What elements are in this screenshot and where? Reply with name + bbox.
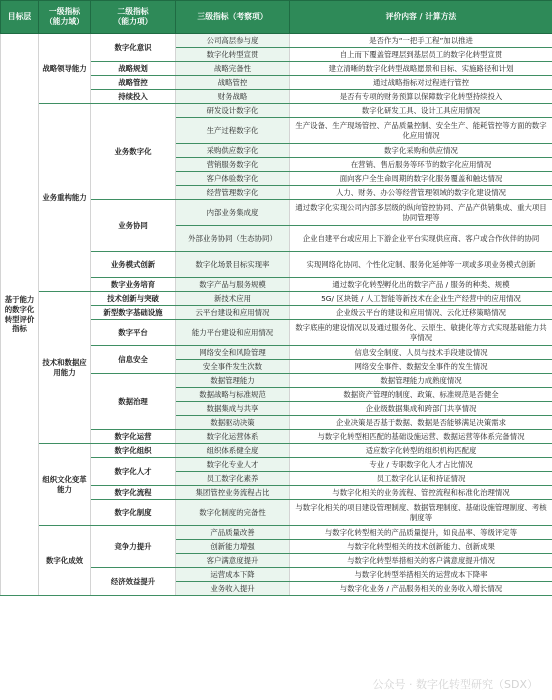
- content-cell: 与数字化转型相匹配的基础设施运营、数据运营等体系完备情况: [290, 430, 552, 444]
- content-cell: 在营销、售后服务等环节的数字化应用情况: [290, 158, 552, 172]
- level3-cell: 安全事件发生次数: [176, 360, 290, 374]
- target-cell: 基于能力的数字化转型评价指标: [1, 34, 39, 596]
- content-cell: 与数字化相关的业务流程、管控流程和标准化治理情况: [290, 486, 552, 500]
- header-level2: 二级指标 （能力项）: [91, 1, 176, 34]
- level2-cell: 数字化意识: [91, 34, 176, 62]
- content-cell: 企业级数据集成和跨部门共享情况: [290, 402, 552, 416]
- level2-cell: 数据治理: [91, 374, 176, 430]
- level1-cell: 组织文化变革能力: [39, 444, 91, 526]
- level3-cell: 数据驱动决策: [176, 416, 290, 430]
- level3-cell: 数据集成与共享: [176, 402, 290, 416]
- header-level3: 三级指标（考察项）: [176, 1, 290, 34]
- level3-cell: 业务收入提升: [176, 582, 290, 596]
- content-cell: 与数字化转型举措相关的运营成本下降率: [290, 568, 552, 582]
- content-cell: 自上而下覆盖管理层到基层员工的数字化转型宣贯: [290, 48, 552, 62]
- level2-cell: 战略规划: [91, 62, 176, 76]
- level3-cell: 新技术应用: [176, 292, 290, 306]
- header-level1: 一级指标 （能力域）: [39, 1, 91, 34]
- content-cell: 与数字化相关的项目建设管理制度、数据管理制度、基础设施管理制度、考核制度等: [290, 500, 552, 526]
- level3-cell: 研发设计数字化: [176, 104, 290, 118]
- table-header-row: [1, 1, 552, 34]
- level3-cell: 数字化运营体系: [176, 430, 290, 444]
- content-cell: 是否作为“一把手工程”加以推进: [290, 34, 552, 48]
- content-cell: 企业决策是否基于数据、数据是否能够满足决策需求: [290, 416, 552, 430]
- level1-cell: 数字化成效: [39, 526, 91, 596]
- watermark-text: 公众号 · 数字化转型研究（SDX）: [372, 678, 538, 691]
- level3-cell: 数字产品与服务规模: [176, 278, 290, 292]
- content-cell: 企业自建平台或应用上下游企业平台实现供应商、客户或合作伙伴的协同: [290, 226, 552, 252]
- level3-cell: 战略管控: [176, 76, 290, 90]
- level3-cell: 能力平台建设和应用情况: [176, 320, 290, 346]
- level3-cell: 员工数字化素养: [176, 472, 290, 486]
- level3-cell: 客户满意度提升: [176, 554, 290, 568]
- level2-cell: 数字化运营: [91, 430, 176, 444]
- level3-cell: 数字化转型宣贯: [176, 48, 290, 62]
- level2-cell: 业务模式创新: [91, 252, 176, 278]
- level3-cell: 经营管理数字化: [176, 186, 290, 200]
- level3-cell: 数字化专业人才: [176, 458, 290, 472]
- content-cell: 数字化采购和供应情况: [290, 144, 552, 158]
- content-cell: 实现网络化协同、个性化定制、服务化延伸等一项或多项业务模式创新: [290, 252, 552, 278]
- level2-cell: 数字化流程: [91, 486, 176, 500]
- level3-cell: 客户体验数字化: [176, 172, 290, 186]
- level3-cell: 财务战略: [176, 90, 290, 104]
- table-row: [1, 526, 552, 540]
- content-cell: 员工数字化认证和持证情况: [290, 472, 552, 486]
- level1-cell: 战略领导能力: [39, 34, 91, 104]
- content-cell: 通过战略指标对过程进行管控: [290, 76, 552, 90]
- level2-cell: 战略管控: [91, 76, 176, 90]
- content-cell: 数据资产管理的制度、政策、标准规范是否健全: [290, 388, 552, 402]
- content-cell: 与数字化转型举措相关的客户满意度提升情况: [290, 554, 552, 568]
- content-cell: 通过数字化实现公司内部多层级的纵向管控协同、产品产供销集成、重大项目协同管理等: [290, 200, 552, 226]
- table-row: [1, 104, 552, 118]
- table-row: [1, 444, 552, 458]
- level2-cell: 新型数字基础设施: [91, 306, 176, 320]
- content-cell: 生产设备、生产现场管控、产品质量控制、安全生产、能耗管控等方面的数字化应用情况: [290, 118, 552, 144]
- level3-cell: 集团管控业务流程占比: [176, 486, 290, 500]
- level2-cell: 业务协同: [91, 200, 176, 252]
- level2-cell: 数字业务培育: [91, 278, 176, 292]
- level2-cell: 持续投入: [91, 90, 176, 104]
- level3-cell: 产品质量改善: [176, 526, 290, 540]
- level3-cell: 数字化制度的完备性: [176, 500, 290, 526]
- level3-cell: 生产过程数字化: [176, 118, 290, 144]
- level2-cell: 竞争力提升: [91, 526, 176, 568]
- level1-cell: 业务重构能力: [39, 104, 91, 292]
- content-cell: 面向客户全生命周期的数字化服务覆盖和触达情况: [290, 172, 552, 186]
- header-content: 评价内容 / 计算方法: [290, 1, 552, 34]
- content-cell: 与数字化业务 / 产品服务相关的业务收入增长情况: [290, 582, 552, 596]
- table-row: [1, 292, 552, 306]
- content-cell: 与数字化转型相关的产品质量提升，如良品率、等级评定等: [290, 526, 552, 540]
- level2-cell: 技术创新与突破: [91, 292, 176, 306]
- level3-cell: 创新能力增强: [176, 540, 290, 554]
- level3-cell: 运营成本下降: [176, 568, 290, 582]
- level1-cell: 技术和数据应用能力: [39, 292, 91, 444]
- level3-cell: 组织体系健全度: [176, 444, 290, 458]
- level3-cell: 数据战略与标准规范: [176, 388, 290, 402]
- content-cell: 建立清晰的数字化转型战略愿景和目标、实施路径和计划: [290, 62, 552, 76]
- content-cell: 信息安全制度、人员与技术手段建设情况: [290, 346, 552, 360]
- content-cell: 是否有专项的财务预算以保障数字化转型持续投入: [290, 90, 552, 104]
- level3-cell: 数据管理能力: [176, 374, 290, 388]
- level3-cell: 公司高层参与度: [176, 34, 290, 48]
- content-cell: 专业 / 专职数字化人才占比情况: [290, 458, 552, 472]
- content-cell: 适应数字化转型的组织机构匹配度: [290, 444, 552, 458]
- content-cell: 人力、财务、办公等经营管理领域的数字化建设情况: [290, 186, 552, 200]
- content-cell: 通过数字化转型孵化出的数字产品 / 服务的种类、规模: [290, 278, 552, 292]
- content-cell: 数字化研发工具、设计工具应用情况: [290, 104, 552, 118]
- level3-cell: 数字化场景目标实现率: [176, 252, 290, 278]
- content-cell: 与数字化转型相关的技术创新能力、创新成果: [290, 540, 552, 554]
- level3-cell: 外部业务协同（生态协同）: [176, 226, 290, 252]
- level2-cell: 业务数字化: [91, 104, 176, 200]
- content-cell: 5G/ 区块链 / 人工智能等新技术在企业生产经营中的应用情况: [290, 292, 552, 306]
- level3-cell: 网络安全和风险管理: [176, 346, 290, 360]
- content-cell: 网络安全事件、数据安全事件的发生情况: [290, 360, 552, 374]
- level2-cell: 数字平台: [91, 320, 176, 346]
- level3-cell: 采购供应数字化: [176, 144, 290, 158]
- level2-cell: 数字化人才: [91, 458, 176, 486]
- content-cell: 数据管理能力成熟度情况: [290, 374, 552, 388]
- content-cell: 数字底座的建设情况以及通过服务化、云原生、敏捷化等方式实现基础能力共享情况: [290, 320, 552, 346]
- level2-cell: 数字化组织: [91, 444, 176, 458]
- table-row: [1, 34, 552, 48]
- level2-cell: 经济效益提升: [91, 568, 176, 596]
- level2-cell: 信息安全: [91, 346, 176, 374]
- level3-cell: 云平台建设和应用情况: [176, 306, 290, 320]
- level2-cell: 数字化制度: [91, 500, 176, 526]
- level3-cell: 内部业务集成度: [176, 200, 290, 226]
- header-target: 目标层: [1, 1, 39, 34]
- level3-cell: 战略完备性: [176, 62, 290, 76]
- content-cell: 企业级云平台的建设和应用情况、云化迁移策略情况: [290, 306, 552, 320]
- level3-cell: 营销服务数字化: [176, 158, 290, 172]
